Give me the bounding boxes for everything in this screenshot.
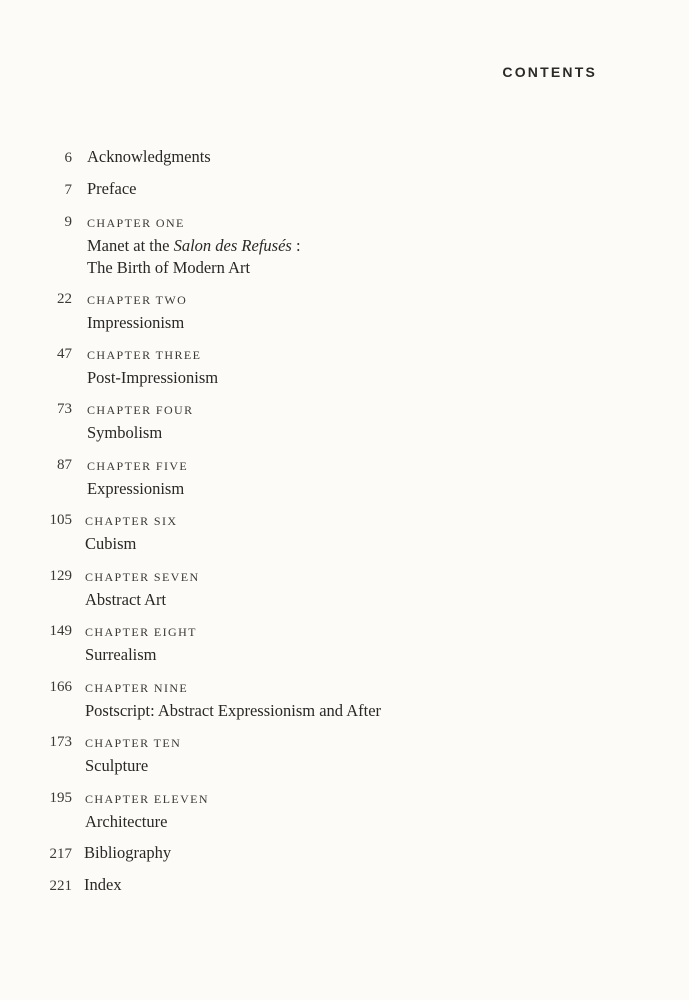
entry-title-part: Manet at the [87, 236, 174, 255]
page-number: 7 [64, 182, 72, 198]
chapter-label: CHAPTER ELEVEN [85, 792, 209, 806]
entry-title: Cubism [85, 534, 137, 553]
entry-title-part: : [291, 236, 301, 255]
page-number: 221 [49, 878, 72, 894]
entry-title: Sculpture [85, 756, 149, 775]
entry-title: Postscript: Abstract Expressionism and After [85, 701, 382, 720]
chapter-label: CHAPTER FIVE [87, 459, 189, 473]
chapter-label: CHAPTER TEN [85, 736, 182, 750]
page-number: 9 [64, 214, 72, 230]
chapter-label: CHAPTER FOUR [87, 403, 194, 417]
chapter-label: CHAPTER ONE [87, 216, 185, 230]
entry-title: Symbolism [87, 423, 163, 442]
page-number: 129 [49, 568, 72, 584]
page-number: 73 [57, 401, 72, 417]
page-number: 173 [49, 734, 72, 750]
entry-title: Architecture [85, 812, 168, 831]
entry-title: Acknowledgments [87, 147, 211, 166]
page-number: 149 [49, 623, 72, 639]
page-number: 105 [49, 512, 72, 528]
entry-title: Preface [87, 179, 137, 198]
entry-title: Bibliography [84, 843, 172, 862]
entry-title-line2: The Birth of Modern Art [87, 258, 251, 277]
chapter-label: CHAPTER SEVEN [85, 570, 200, 584]
page-number: 166 [49, 679, 72, 695]
chapter-label: CHAPTER SIX [85, 514, 178, 528]
page-number: 47 [57, 346, 72, 362]
page-number: 217 [49, 846, 72, 862]
entry-title: Impressionism [87, 313, 185, 332]
entry-title-italic: Salon des Refusés [173, 236, 292, 255]
page-number: 6 [64, 150, 72, 166]
entry-title: Abstract Art [85, 590, 167, 609]
page-number: 195 [49, 790, 72, 806]
chapter-label: CHAPTER THREE [87, 348, 202, 362]
page-number: 22 [57, 291, 72, 307]
page-number: 87 [57, 457, 72, 473]
chapter-label: CHAPTER NINE [85, 681, 189, 695]
entry-title: Post-Impressionism [87, 368, 219, 387]
entry-title: Surrealism [85, 645, 157, 664]
entry-title: Index [84, 875, 122, 894]
entry-title: Expressionism [87, 479, 185, 498]
entry-title [87, 235, 301, 257]
chapter-label: CHAPTER EIGHT [85, 625, 197, 639]
chapter-label: CHAPTER TWO [87, 293, 188, 307]
page-heading: CONTENTS [502, 64, 597, 80]
